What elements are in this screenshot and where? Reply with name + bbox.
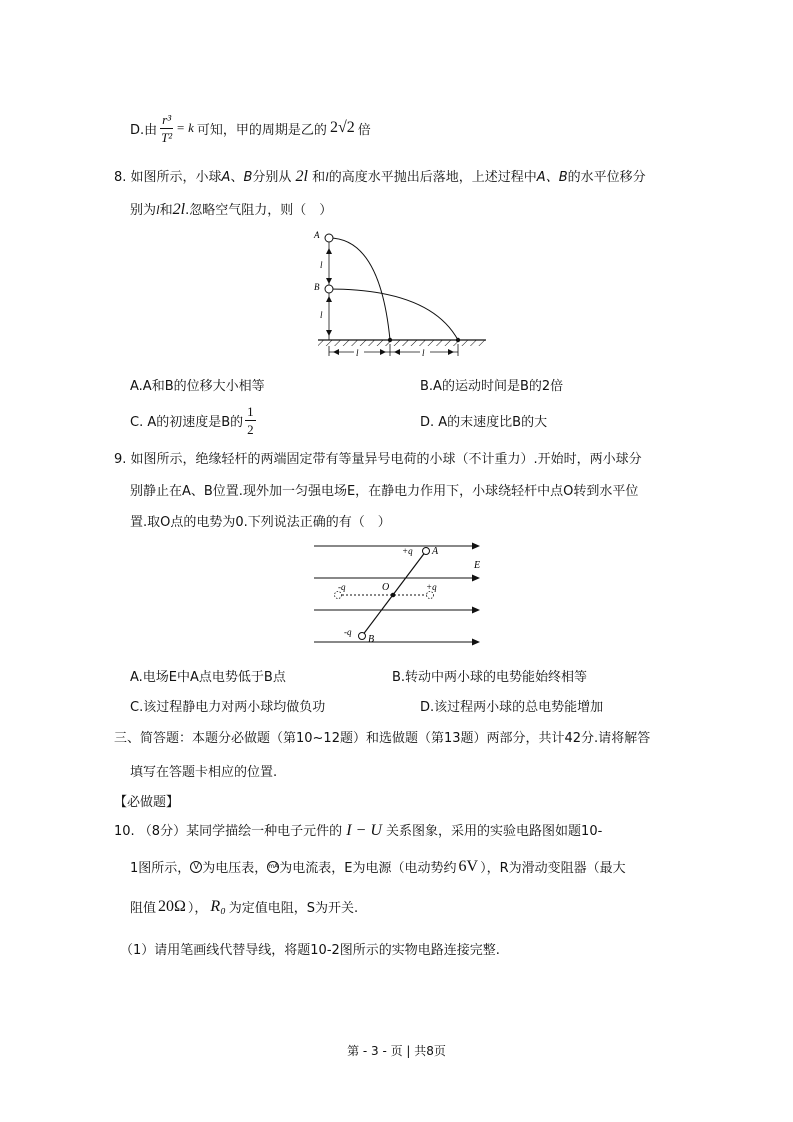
q10-emf: 6V — [458, 857, 479, 875]
fig-label-b: B — [314, 282, 320, 292]
q7-option-d — [130, 110, 371, 146]
milliammeter-icon: mA — [267, 861, 279, 873]
q9-stem-line1: 9. 如图所示，绝缘轻杆的两端固定带有等量异号电荷的小球（不计重力）.开始时，两小球分 — [114, 452, 642, 467]
ball-a — [423, 548, 430, 555]
voltmeter-icon: V — [190, 861, 202, 873]
field-arrowheads — [472, 543, 480, 646]
q7-d-prefix: D.由 — [130, 122, 158, 138]
fig-label-o: O — [382, 582, 390, 593]
landing-a — [388, 338, 392, 342]
q10-line2 — [130, 857, 626, 876]
q10-sub1: （1）请用笔画线代替导线，将题10-2图所示的实物电路连接完整. — [120, 943, 500, 958]
q7-d-den: T² — [161, 129, 173, 145]
fig-label-b: B — [368, 634, 375, 645]
fig-label-plus-q-right: +q — [426, 582, 437, 592]
q8-stem-line2 — [130, 199, 332, 219]
q8-projectile-figure — [310, 226, 490, 362]
q8-h2: l — [325, 169, 329, 184]
q8-ball-b: B — [243, 170, 253, 185]
fig-label-plus-q-a: +q — [402, 546, 413, 556]
q8-stem-line1 — [114, 166, 646, 186]
q10-r0: R₀ — [210, 897, 226, 915]
q9-stem-line3: 置.取O点的电势为0.下列说法正确的有（ ） — [130, 515, 391, 530]
q7-d-eq: = k — [176, 120, 194, 135]
q10-line3 — [130, 897, 358, 916]
ball-b — [359, 633, 366, 640]
trajectory-b — [329, 289, 458, 340]
q8-text: 和 — [159, 203, 173, 218]
q10-text: 10. （8分）某同学描绘一种电子元件的 — [114, 824, 343, 839]
q8-sep: 、 — [230, 170, 244, 185]
q8-c-num: 1 — [247, 403, 254, 419]
fig-label-minus-q-left: -q — [338, 582, 346, 592]
ball-a — [325, 234, 333, 242]
q8-option-a: A.A和B的位移大小相等 — [130, 379, 265, 394]
q8-option-b: B.A的运动时间是B的2倍 — [420, 379, 564, 394]
section3-heading-line1: 三、简答题：本题分必做题（第10~12题）和选做题（第13题）两部分，共计42分.请将解答 — [114, 731, 651, 746]
q8-h1: 2l — [295, 168, 308, 185]
q9-option-b: B.转动中两小球的电势能始终相等 — [392, 670, 588, 685]
q9-option-a: A.电场E中A点电势低于B点 — [130, 670, 286, 685]
q8-x1: l — [156, 202, 160, 217]
q7-d-suffix: 倍 — [357, 122, 371, 138]
q9-stem-line2: 别静止在A、B位置.现外加一匀强电场E，在静电力作用下，小球绕轻杆中点O转到水平位 — [130, 484, 639, 499]
landing-b — [456, 338, 460, 342]
q10-text: 关系图象，采用的实验电路图如题10- — [386, 824, 603, 839]
q7-d-fraction — [160, 113, 173, 144]
q9-option-c: C.该过程静电力对两小球均做负功 — [130, 700, 326, 715]
q10-text: 1图所示， — [130, 861, 191, 876]
fig-label-a: A — [314, 230, 320, 240]
q8-c-fraction — [245, 405, 256, 436]
q9-electric-field-figure — [308, 538, 494, 650]
q8-c-den: 2 — [247, 421, 254, 437]
q8-text: 的高度水平抛出后落地，上述过程中 — [328, 170, 537, 185]
q8-option-d: D. A的末速度比B的大 — [420, 415, 548, 430]
q10-text: ），R为滑动变阻器（最大 — [480, 861, 626, 876]
ball-left-dashed — [335, 592, 342, 599]
fig-label-minus-q-b: -q — [344, 627, 352, 637]
q8-ab: A、B — [536, 170, 568, 185]
page-footer: 第 - 3 - 页 | 共8页 — [347, 1044, 446, 1058]
ground-hatch — [318, 340, 486, 346]
q10-iu: I − U — [346, 822, 382, 839]
q10-text: 为电流表，E为电源（电动势约 — [279, 861, 457, 876]
fig-label-l-dim2: l — [422, 348, 425, 358]
fig-label-l-dim1: l — [356, 348, 359, 358]
q8-text: 别为 — [130, 203, 157, 218]
q7-d-num: r³ — [162, 111, 172, 127]
q10-text: 阻值 — [130, 901, 157, 916]
fig-label-a: A — [432, 546, 439, 557]
q10-text: 为定值电阻，S为开关. — [228, 901, 359, 916]
q8-text: 的水平位移分 — [567, 170, 646, 185]
q10-text: ）， — [187, 901, 208, 916]
q8-ball-a: A — [221, 170, 231, 185]
q8-text: 分别从 — [252, 170, 292, 185]
q8-c-text: C. A的初速度是B的 — [130, 414, 244, 430]
q8-x2: 2l — [172, 201, 186, 218]
q7-d-val: 2√2 — [329, 119, 355, 136]
q9-option-d: D.该过程两小球的总电势能增加 — [420, 700, 604, 715]
q8-option-c — [130, 401, 256, 439]
q8-text: 和 — [312, 170, 326, 185]
q8-text: .忽略空气阻力，则（ ） — [185, 203, 333, 218]
q8-text: 8. 如图所示，小球 — [114, 170, 222, 185]
section3-heading-line2: 填写在答题卡相应的位置. — [130, 765, 278, 780]
q10-line1 — [114, 820, 602, 840]
fig-label-l-lower: l — [320, 310, 323, 320]
q10-rmax: 20Ω — [158, 897, 186, 915]
q10-text: 为电压表， — [202, 861, 268, 876]
ball-b — [325, 285, 333, 293]
required-tag: 【必做题】 — [114, 795, 180, 810]
fig-label-e: E — [474, 560, 481, 571]
fig-label-l-upper: l — [320, 260, 323, 270]
pivot-o — [391, 593, 396, 598]
ball-right-dashed — [427, 592, 434, 599]
q7-d-mid: 可知，甲的周期是乙的 — [196, 122, 327, 138]
